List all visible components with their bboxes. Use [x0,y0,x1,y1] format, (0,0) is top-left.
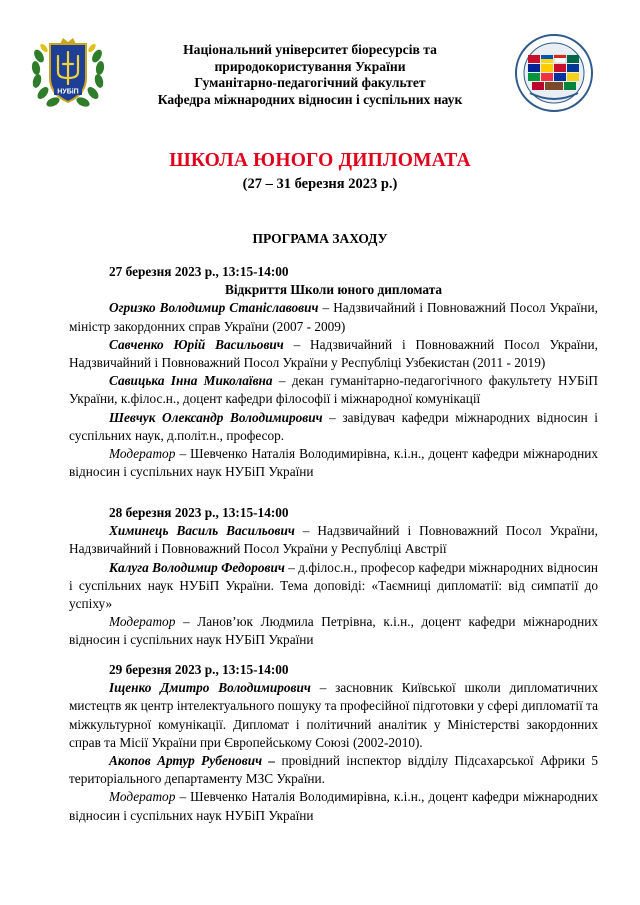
program-heading: ПРОГРАМА ЗАХОДУ [252,231,388,246]
speaker-entry [69,336,598,372]
day-section [69,661,598,825]
moderator-label: Модератор – [109,446,187,462]
speaker-name: Савченко Юрій Васильович [109,336,284,352]
speaker-entry [69,679,598,752]
speaker-name: Огризко Володимир Станіславович [109,300,319,316]
moderator-description: – Ланов’юк Людмила Петрівна, к.і.н., доцент кафедри міжнародних відносин і суспільних наук НУБіП України [69,614,598,648]
day-section [69,504,598,650]
speaker-description: – завідувач кафедри міжнародних відносин і суспільних наук, д.політ.н., професор. [69,409,598,443]
moderator-description: Шевченко Наталія Володимирівна, к.і.н., доцент кафедри міжнародних відносин і суспільних наук НУБіП України [69,789,598,823]
speaker-name: Шевчук Олександр Володимирович [109,409,323,425]
institution-line: природокористування України [214,58,406,74]
day-subtitle: Відкриття Школи юного дипломата [224,282,443,298]
nubip-coat-of-arms-icon [30,34,106,110]
department-emblem-icon [512,33,596,113]
speaker-entry [69,409,598,445]
moderator-label: Модератор – [109,789,187,805]
document-header [0,0,640,150]
speaker-name: Савицька Інна Миколаївна [109,373,273,389]
moderator-entry [69,613,598,649]
institution-line: Національний університет біоресурсів та [183,42,437,57]
speaker-name: Калуга Володимир Федорович [109,559,285,575]
speaker-description: – Надзвичайний і Повноважний Посол України, Надзвичайний і Повноважний Посол України у Республіці Узбекистан (2011 - 2019) [69,336,598,371]
day-date: 29 березня 2023 р., 13:15-14:00 [109,662,289,677]
speaker-description: провідний інспектор відділу Підсахарської Африки 5 територіального департаменту МЗС України. [69,753,598,787]
institution-name [110,42,510,108]
speaker-entry [69,299,598,335]
moderator-entry [69,445,598,481]
event-title: ШКОЛА ЮНОГО ДИПЛОМАТА [169,150,471,171]
event-dates: (27 – 31 березня 2023 р.) [242,176,398,192]
speaker-entry [69,559,598,614]
speaker-entry [69,752,598,788]
day-date: 27 березня 2023 р., 13:15-14:00 [109,264,289,279]
speaker-description: – д.філос.н., професор кафедри міжнародних відносин і суспільних наук НУБіП України. Тема доповіді: «Таємниці дипломатії: від симпатії до успіху» [69,559,599,612]
speaker-description: – Надзвичайний і Повноважний Посол України, міністр закордонних справ України (2007 - 2009) [69,300,598,334]
speaker-description: – Надзвичайний і Повноважний Посол України, Надзвичайний і Повноважний Посол України у Республіці Австрії [69,523,598,557]
institution-line: Гуманітарно-педагогічний факультет [194,75,426,90]
moderator-entry [69,788,598,824]
speaker-entry [69,372,598,408]
speaker-description: – декан гуманітарно-педагогічного факультету НУБіП України, к.філос.н., доцент кафедри філософії і міжнародної комунікації [69,373,598,407]
moderator-description: Шевченко Наталія Володимирівна, к.і.н., доцент кафедри міжнародних відносин і суспільних наук НУБіП України [69,446,598,480]
speaker-description: – засновник Київської школи дипломатичних мистецтв як центр інтелектуального пошуку та професійної підготовки у сфері дипломатії та міжкультурної комунікації. Дипломат і політичний аналітик у Міністерстві закордонних справ та Місії України при Європейському Союзі (2002-2010). [69,680,599,750]
speaker-name: Химинець Василь Васильович [109,523,295,539]
day-date: 28 березня 2023 р., 13:15-14:00 [109,505,289,520]
institution-line: Кафедра міжнародних відносин і суспільних наук [157,91,463,107]
speaker-entry [69,522,598,558]
moderator-label: Модератор [109,614,176,630]
speaker-name: Акопов Артур Рубенович – [109,753,276,769]
speaker-name: Іщенко Дмитро Володимирович [109,680,311,696]
svg-text:НУБіП: НУБіП [57,88,79,96]
day-section [69,263,598,481]
